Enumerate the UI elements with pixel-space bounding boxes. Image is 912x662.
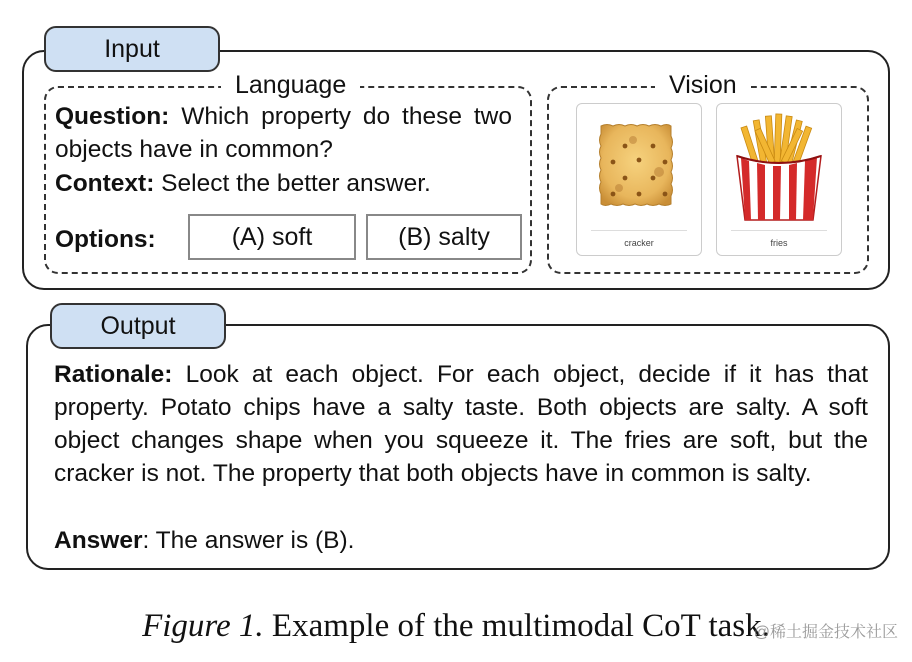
fries-separator (731, 230, 827, 231)
caption-text: Example of the multimodal CoT task. (271, 608, 770, 644)
fries-card (716, 103, 842, 256)
figure-label: Figure 1. (142, 608, 264, 644)
context-line (55, 167, 515, 200)
question-label: Question: (55, 103, 170, 130)
watermark: @稀土掘金技术社区 (753, 624, 898, 641)
rationale-paragraph (54, 358, 868, 490)
option-b[interactable]: (B) salty (366, 214, 522, 260)
fries-icon (717, 104, 841, 226)
fries-caption: fries (770, 238, 788, 248)
context-text: Select the better answer. (161, 170, 431, 197)
cracker-caption: cracker (624, 238, 654, 248)
language-legend: Language (221, 70, 360, 100)
context-label: Context: (55, 170, 155, 197)
question-line (55, 100, 512, 166)
answer-line (54, 524, 354, 557)
cracker-separator (591, 230, 687, 231)
rationale-label: Rationale: (54, 361, 173, 388)
input-tab: Input (44, 26, 220, 72)
option-a[interactable]: (A) soft (188, 214, 356, 260)
output-tab: Output (50, 303, 226, 349)
answer-text: : The answer is (B). (142, 527, 355, 554)
vision-legend: Vision (655, 70, 751, 100)
rationale-text: Look at each object. For each object, decide if it has that property. Potato chips have a salty taste. Both objects are salty. A soft object changes shape when you squeeze it. The fries are soft, but the cracker is not. The property that both objects have in common is salty. (54, 361, 869, 487)
answer-label: Answer (54, 527, 143, 554)
cracker-card (576, 103, 702, 256)
cracker-icon (577, 104, 701, 226)
options-label: Options: (55, 226, 156, 253)
question-text: Which property do these two objects have in common? (55, 103, 512, 163)
